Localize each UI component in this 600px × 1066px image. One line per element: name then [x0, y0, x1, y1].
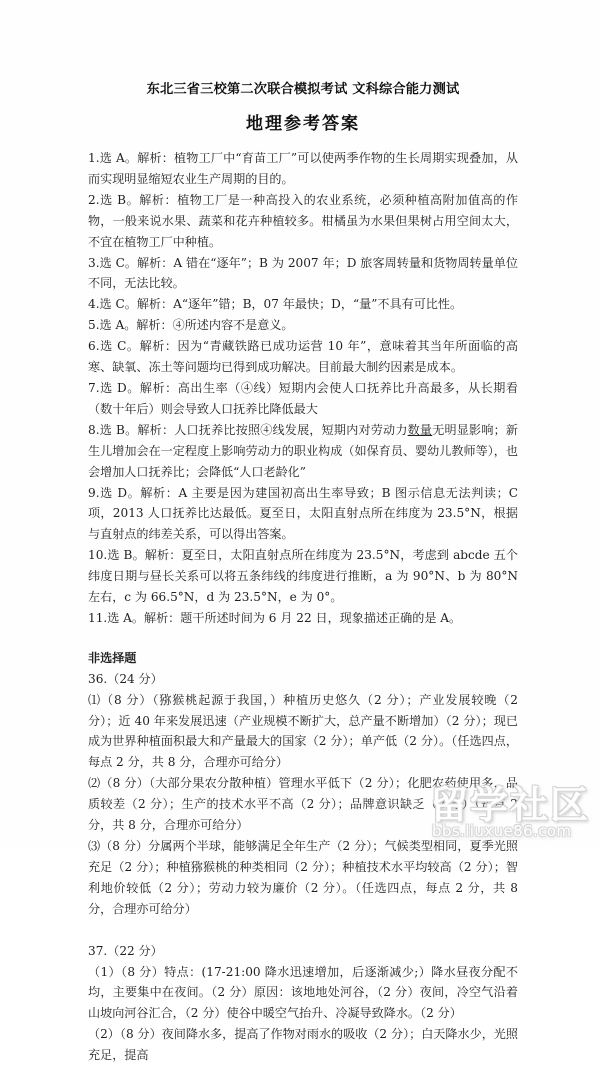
question-37-part-1: （1）（8 分）特点：(17-21:00 降水迅速增加，后逐渐减少;）降水昼夜分配不均，主要集中在夜间。（2 分）原因：该地地处河谷，（2 分）夜间，冷空气沿着山坡向河谷汇合，（2 分）使谷中暖空气抬升、冷凝导致降水。（2 分）	[88, 964, 518, 1021]
non-choice-heading: 非选择题	[88, 650, 137, 665]
watermark-url-text: bbs.liuxue86.com	[432, 822, 572, 840]
question-37-number: 37.（22 分）	[88, 943, 163, 958]
answer-8-text-after: 无明显影响；新生儿增加会在一定程度上影响劳动力的职业构成（如保育员、婴幼儿教师等），也会增加人口抚养比；会降低“人口老龄化”	[88, 422, 518, 479]
question-gap	[88, 920, 518, 941]
answer-item-3: 3.选 C。解析：A 错在“逐年”；B 为 2007 年；D 旅客周转量和货物周转量单位不同，无法比较。	[88, 255, 518, 291]
question-36-part-3: ⑶（8 分）分属两个半球，能够满足全年生产（2 分）；气候类型相同，夏季光照充足（2 分）；种植猕猴桃的种类相同（2 分）；种植技术水平均较高（2 分）；智利地价较低（2 分）；劳动力较为廉价（2 分）。（任选四点，每点 2 分，共 8 分，合理亦可给分）	[88, 839, 518, 916]
question-36-part-1: ⑴（8 分）（猕猴桃起源于我国，）种植历史悠久（2 分）；产业发展较晚（2 分）；近 40 年来发展迅速（产业规模不断扩大，总产量不断增加）（2 分）；现已成为世界种植面积最大和产量最大的国家（2 分）；单产低（2 分）。（任选四点，每点 2 分，共 8 分，合理亦可给分）	[88, 692, 518, 770]
answer-item-9: 9.选 D。解析：A 主要是因为建国初高出生率导致；B 图示信息无法判读；C 项，2013 人口抚养比达最低。夏至日，太阳直射点所在纬度为 23.5°N，根据与直射点的纬差关系，可以得出答案。	[88, 485, 518, 542]
answer-item-5: 5.选 A。解析：④所述内容不是意义。	[88, 318, 294, 333]
answer-item-10: 10.选 B。解析：夏至日，太阳直射点所在纬度为 23.5°N，考虑到 abcde 五个纬度日期与昼长关系可以将五条纬线的纬度进行推断，a 为 90°N、b 为 80°N 左右，c 为 66.5°N，d 为 23.5°N，e 为 0°。	[88, 548, 518, 605]
section-gap	[88, 629, 518, 648]
page-content	[88, 0, 518, 1066]
answer-item-8	[88, 420, 518, 483]
answer-item-7: 7.选 D。解析：高出生率（④线）短期内会使人口抚养比升高最多，从长期看（数十年后）则会导致人口抚养比降低最大	[88, 380, 518, 416]
question-37-part-2: （2）（8 分）夜间降水多，提高了作物对雨水的吸收（2 分）；白天降水少，光照充足，提高	[88, 1027, 518, 1063]
answer-8-underlined-term: 数量	[407, 422, 433, 437]
watermark-brand-text: 留学社区	[430, 783, 591, 827]
answers-body	[88, 148, 518, 1066]
document-title: 东北三省三校第二次联合模拟考试 文科综合能力测试	[146, 82, 460, 97]
answer-item-4: 4.选 C。解析：A“逐年”错；B，07 年最快；D，“量”不具有可比性。	[88, 297, 463, 312]
answer-8-text-before: 8.选 B。解析：人口抚养比按照④线发展，短期内对劳动力	[88, 422, 408, 437]
answer-item-2: 2.选 B。解析：植物工厂是一种高投入的农业系统，必须种植高附加值高的作物，一般来说水果、蔬菜和花卉种植较多。柑橘虽为水果但果树占用空间太大，不宜在植物工厂中种植。	[88, 192, 518, 249]
question-36-part-2: ⑵（8 分）（大部分果农分散种植）管理水平低下（2 分）；化肥农药使用多，品质较差（2 分）；生产的技术水平不高（2 分）；品牌意识缺乏（2 分）（每点 2 分，共 8 分，合理亦可给分）	[88, 776, 518, 833]
question-36-number: 36.（24 分）	[88, 671, 163, 686]
answer-item-11: 11.选 A。解析：题干所述时间为 6 月 22 日，现象描述正确的是 A。	[88, 610, 462, 625]
answer-item-6: 6.选 C。解析：因为“青藏铁路已成功运营 10 年”，意味着其当年所面临的高寒、缺氧、冻土等问题均已得到成功解决。目前最大制约因素是成本。	[88, 339, 518, 375]
document-subtitle: 地理参考答案	[246, 114, 360, 134]
answer-item-1: 1.选 A。解析：植物工厂中“育苗工厂”可以使两季作物的生长周期实现叠加，从而实现明显缩短农业生产周期的目的。	[88, 151, 518, 186]
